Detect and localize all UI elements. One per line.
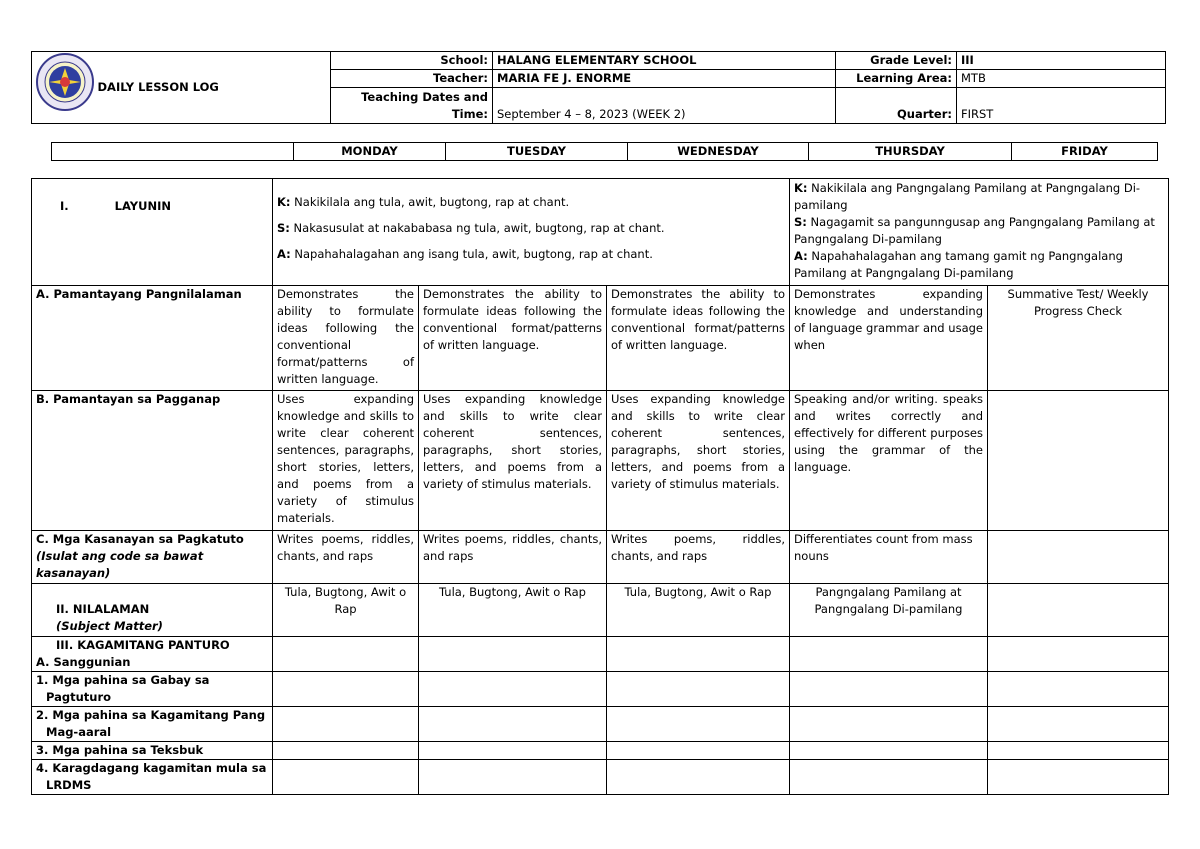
cell-monday: Tula, Bugtong, Awit o Rap — [273, 584, 419, 637]
teaching-dates-value: September 4 – 8, 2023 (WEEK 2) — [493, 88, 836, 124]
layunin-label — [32, 179, 273, 286]
cell-wednesday: Writes poems, riddles, chants, and raps — [607, 531, 790, 584]
row-label: 1. Mga pahina sa Gabay sa Pagtuturo — [32, 672, 273, 707]
table-row-gabay — [32, 672, 1169, 707]
day-header-friday: FRIDAY — [1012, 143, 1158, 161]
cell-wednesday — [607, 672, 790, 707]
cell-wednesday — [607, 637, 790, 672]
cell-monday — [273, 637, 419, 672]
row-label — [32, 637, 273, 672]
k-text: Nakikilala ang tula, awit, bugtong, rap at chant. — [290, 195, 570, 209]
cell-friday — [988, 672, 1169, 707]
day-header-wednesday: WEDNESDAY — [628, 143, 809, 161]
layunin-k-line — [277, 194, 785, 211]
layunin-a-line — [277, 246, 785, 263]
table-row-pamantayang-pangnilalaman — [32, 286, 1169, 391]
cell-tuesday — [419, 760, 607, 795]
cell-tuesday — [419, 637, 607, 672]
cell-friday — [988, 584, 1169, 637]
table-row-pamantayan-sa-pagganap — [32, 391, 1169, 531]
table-row-layunin — [32, 179, 1169, 286]
row-label-subtitle: (Subject Matter) — [56, 619, 163, 633]
cell-tuesday: Writes poems, riddles, chants, and raps — [419, 531, 607, 584]
document-title: DAILY LESSON LOG — [94, 52, 331, 124]
cell-monday — [273, 672, 419, 707]
table-row-kagamitang-mag-aaral — [32, 707, 1169, 742]
cell-friday: Summative Test/ Weekly Progress Check — [988, 286, 1169, 391]
day-header-tuesday: TUESDAY — [446, 143, 628, 161]
a-prefix-thu: A: — [794, 249, 808, 263]
layunin-mon-wed — [273, 179, 790, 286]
cell-monday — [273, 707, 419, 742]
cell-monday — [273, 760, 419, 795]
cell-friday — [988, 391, 1169, 531]
row-label: 4. Karagdagang kagamitan mula sa LRDMS — [32, 760, 273, 795]
layunin-s-line-thu — [794, 214, 1164, 248]
row-label-subtitle: (Isulat ang code sa bawat kasanayan) — [36, 549, 204, 580]
cell-tuesday: Demonstrates the ability to formulate ideas following the conventional format/patterns of written language. — [419, 286, 607, 391]
row-label-title: II. NILALAMAN — [56, 602, 150, 616]
cell-thursday — [790, 760, 988, 795]
cell-friday — [988, 707, 1169, 742]
cell-tuesday: Tula, Bugtong, Awit o Rap — [419, 584, 607, 637]
teacher-value: MARIA FE J. ENORME — [493, 70, 836, 88]
layunin-k-line-thu — [794, 180, 1164, 214]
s-text-thu: Nagagamit sa pangunngusap ang Pangngalang Pamilang at Pangngalang Di-pamilang — [794, 215, 1155, 246]
table-row-nilalaman — [32, 584, 1169, 637]
teaching-dates-label-line2: Time: — [451, 106, 488, 121]
day-header-thursday: THURSDAY — [809, 143, 1012, 161]
cell-tuesday: Uses expanding knowledge and skills to write clear coherent sentences, paragraphs, short stories, letters, and poems from a variety of stimulus materials. — [419, 391, 607, 531]
learning-area-value: MTB — [957, 70, 1166, 88]
layunin-thu-fri — [790, 179, 1169, 286]
school-value: HALANG ELEMENTARY SCHOOL — [493, 52, 836, 70]
cell-monday: Demonstrates the ability to formulate ideas following the conventional format/patterns of written language. — [273, 286, 419, 391]
cell-thursday: Speaking and/or writing. speaks and writes correctly and effectively for different purposes using the grammar of the language. — [790, 391, 988, 531]
table-row-kasanayan — [32, 531, 1169, 584]
cell-thursday: Pangngalang Pamilang at Pangngalang Di-pamilang — [790, 584, 988, 637]
table-row-lrdms — [32, 760, 1169, 795]
cell-monday: Writes poems, riddles, chants, and raps — [273, 531, 419, 584]
school-label: School: — [331, 52, 493, 70]
layunin-label-text: LAYUNIN — [114, 199, 171, 213]
k-text-thu: Nakikilala ang Pangngalang Pamilang at Pangngalang Di-pamilang — [794, 181, 1141, 212]
cell-wednesday: Uses expanding knowledge and skills to write clear coherent sentences, paragraphs, short stories, letters, and poems from a variety of stimulus materials. — [607, 391, 790, 531]
row-label — [32, 531, 273, 584]
logo-cell — [32, 52, 94, 124]
s-text: Nakasusulat at nakababasa ng tula, awit, bugtong, rap at chant. — [289, 221, 665, 235]
grade-level-value: III — [957, 52, 1166, 70]
k-prefix: K: — [277, 195, 291, 209]
s-prefix: S: — [277, 221, 290, 235]
row-label — [32, 584, 273, 637]
layunin-a-line-thu — [794, 248, 1164, 282]
row-label: 3. Mga pahina sa Teksbuk — [32, 742, 273, 760]
teaching-dates-label-line1: Teaching Dates and — [361, 89, 488, 104]
cell-thursday — [790, 742, 988, 760]
s-prefix-thu: S: — [794, 215, 807, 229]
table-row-kagamitang-panturo — [32, 637, 1169, 672]
cell-friday — [988, 742, 1169, 760]
lesson-log-table — [31, 178, 1169, 795]
table-row-teksbuk — [32, 742, 1169, 760]
row-label-title: C. Mga Kasanayan sa Pagkatuto — [36, 532, 244, 546]
cell-monday — [273, 742, 419, 760]
cell-tuesday — [419, 707, 607, 742]
grade-level-label: Grade Level: — [836, 52, 957, 70]
deped-seal-icon — [35, 52, 94, 112]
learning-area-label: Learning Area: — [836, 70, 957, 88]
a-prefix: A: — [277, 247, 291, 261]
row-label-subtitle: A. Sanggunian — [36, 655, 131, 669]
cell-monday: Uses expanding knowledge and skills to write clear coherent sentences, paragraphs, short stories, letters, and poems from a variety of stimulus materials. — [273, 391, 419, 531]
row-label: 2. Mga pahina sa Kagamitang Pang Mag-aaral — [32, 707, 273, 742]
a-text: Napahahalagahan ang isang tula, awit, bugtong, rap at chant. — [290, 247, 653, 261]
cell-wednesday: Tula, Bugtong, Awit o Rap — [607, 584, 790, 637]
cell-thursday — [790, 707, 988, 742]
cell-wednesday: Demonstrates the ability to formulate ideas following the conventional format/patterns of written language. — [607, 286, 790, 391]
cell-wednesday — [607, 742, 790, 760]
k-prefix-thu: K: — [794, 181, 808, 195]
a-text-thu: Napahahalagahan ang tamang gamit ng Pangngalang Pamilang at Pangngalang Di-pamilang — [794, 249, 1123, 280]
cell-friday — [988, 531, 1169, 584]
cell-thursday: Differentiates count from mass nouns — [790, 531, 988, 584]
cell-thursday: Demonstrates expanding knowledge and understanding of language grammar and usage when — [790, 286, 988, 391]
cell-wednesday — [607, 760, 790, 795]
cell-thursday — [790, 637, 988, 672]
day-header-monday: MONDAY — [294, 143, 446, 161]
cell-tuesday — [419, 672, 607, 707]
layunin-s-line — [277, 220, 785, 237]
day-header-blank — [52, 143, 294, 161]
row-label: A. Pamantayang Pangnilalaman — [32, 286, 273, 391]
header-table — [31, 51, 1166, 124]
cell-friday — [988, 760, 1169, 795]
row-label: B. Pamantayan sa Pagganap — [32, 391, 273, 531]
row-label-title: III. KAGAMITANG PANTURO — [56, 638, 230, 652]
teaching-dates-label — [331, 88, 493, 124]
layunin-label-number: I. — [60, 199, 69, 213]
day-header-table — [51, 142, 1158, 161]
cell-tuesday — [419, 742, 607, 760]
cell-friday — [988, 637, 1169, 672]
teacher-label: Teacher: — [331, 70, 493, 88]
cell-thursday — [790, 672, 988, 707]
quarter-label: Quarter: — [836, 88, 957, 124]
quarter-value: FIRST — [957, 88, 1166, 124]
cell-wednesday — [607, 707, 790, 742]
